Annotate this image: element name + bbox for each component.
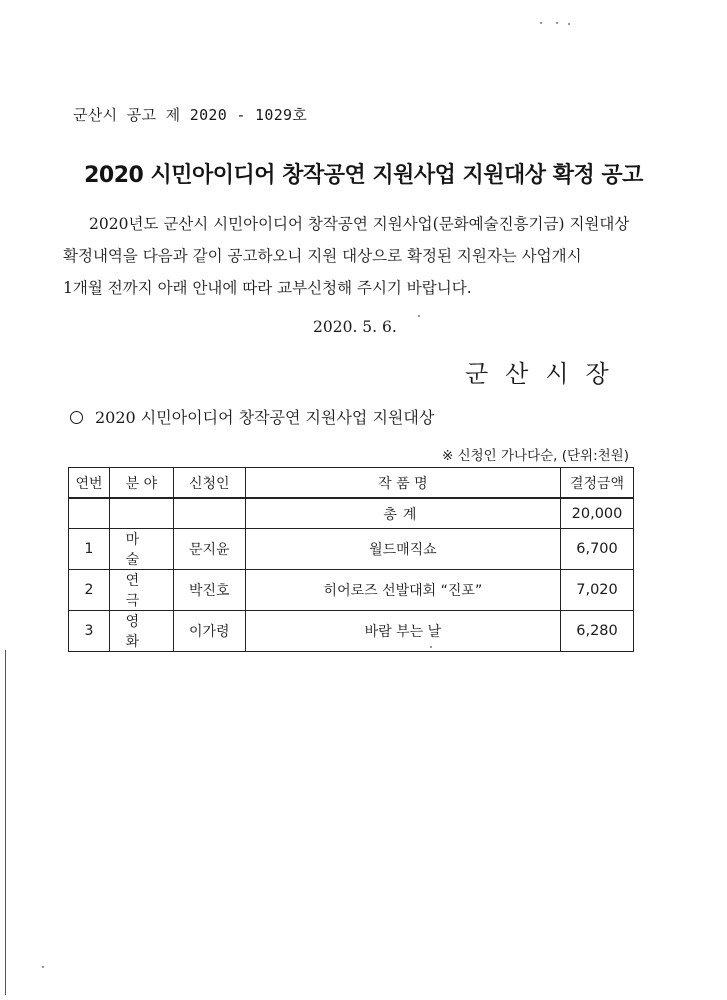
cell-amount: 7,020 — [561, 570, 634, 611]
cell-no: 2 — [69, 570, 110, 611]
scan-speck — [418, 315, 420, 317]
table-row — [69, 529, 634, 570]
total-amount: 20,000 — [561, 498, 634, 529]
body-line-1: 2020년도 군산시 시민아이디어 창작공연 지원사업(문화예술진흥기금) 지원대상 — [89, 215, 630, 233]
body-line-3: 1개월 전까지 아래 안내에 따라 교부신청해 주시기 바랍니다. — [63, 279, 472, 297]
header-field: 분 야 — [109, 468, 173, 499]
scan-edge-line — [5, 650, 6, 995]
cell-work: 바람 부는 날 — [245, 611, 560, 652]
cell-field: 영화 — [109, 611, 173, 652]
cell-applicant: 이가령 — [173, 611, 245, 652]
circle-bullet-icon — [70, 411, 83, 424]
scan-speck — [568, 23, 570, 25]
cell-field: 연극 — [109, 570, 173, 611]
scan-speck — [42, 966, 44, 968]
allocation-table — [68, 467, 634, 652]
table-header-row — [69, 468, 634, 499]
cell-amount: 6,280 — [561, 611, 634, 652]
table-row — [69, 570, 634, 611]
header-work: 작 품 명 — [245, 468, 560, 499]
notice-date: 2020. 5. 6. — [313, 318, 397, 336]
cell-amount: 6,700 — [561, 529, 634, 570]
scan-speck — [556, 22, 558, 24]
table-row — [69, 611, 634, 652]
table-note: ※ 신청인 가나다순, (단위:천원) — [441, 448, 629, 464]
cell-no: 3 — [69, 611, 110, 652]
table-total-row — [69, 498, 634, 529]
body-line-2: 확정내역을 다음과 같이 공고하오니 지원 대상으로 확정된 지원자는 사업개시 — [63, 247, 582, 265]
scan-speck — [540, 22, 542, 24]
scan-speck — [430, 646, 432, 648]
cell-no: 1 — [69, 529, 110, 570]
page-title: 2020 시민아이디어 창작공연 지원사업 지원대상 확정 공고 — [84, 163, 643, 188]
cell-field: 마술 — [109, 529, 173, 570]
signer-name: 군산시장 — [465, 360, 626, 388]
cell-applicant: 문지윤 — [173, 529, 245, 570]
notice-number: 군산시 공고 제 2020 - 1029호 — [73, 106, 308, 124]
section-heading-text: 2020 시민아이디어 창작공연 지원사업 지원대상 — [95, 408, 435, 427]
header-applicant: 신청인 — [173, 468, 245, 499]
header-amount: 결정금액 — [561, 468, 634, 499]
notice-body — [63, 208, 663, 304]
cell-work: 히어로즈 선발대회 “진포” — [245, 570, 560, 611]
total-label: 총계 — [245, 498, 560, 529]
section-heading — [70, 405, 434, 428]
cell-work: 월드매직쇼 — [245, 529, 560, 570]
header-no: 연번 — [69, 468, 110, 499]
cell-applicant: 박진호 — [173, 570, 245, 611]
